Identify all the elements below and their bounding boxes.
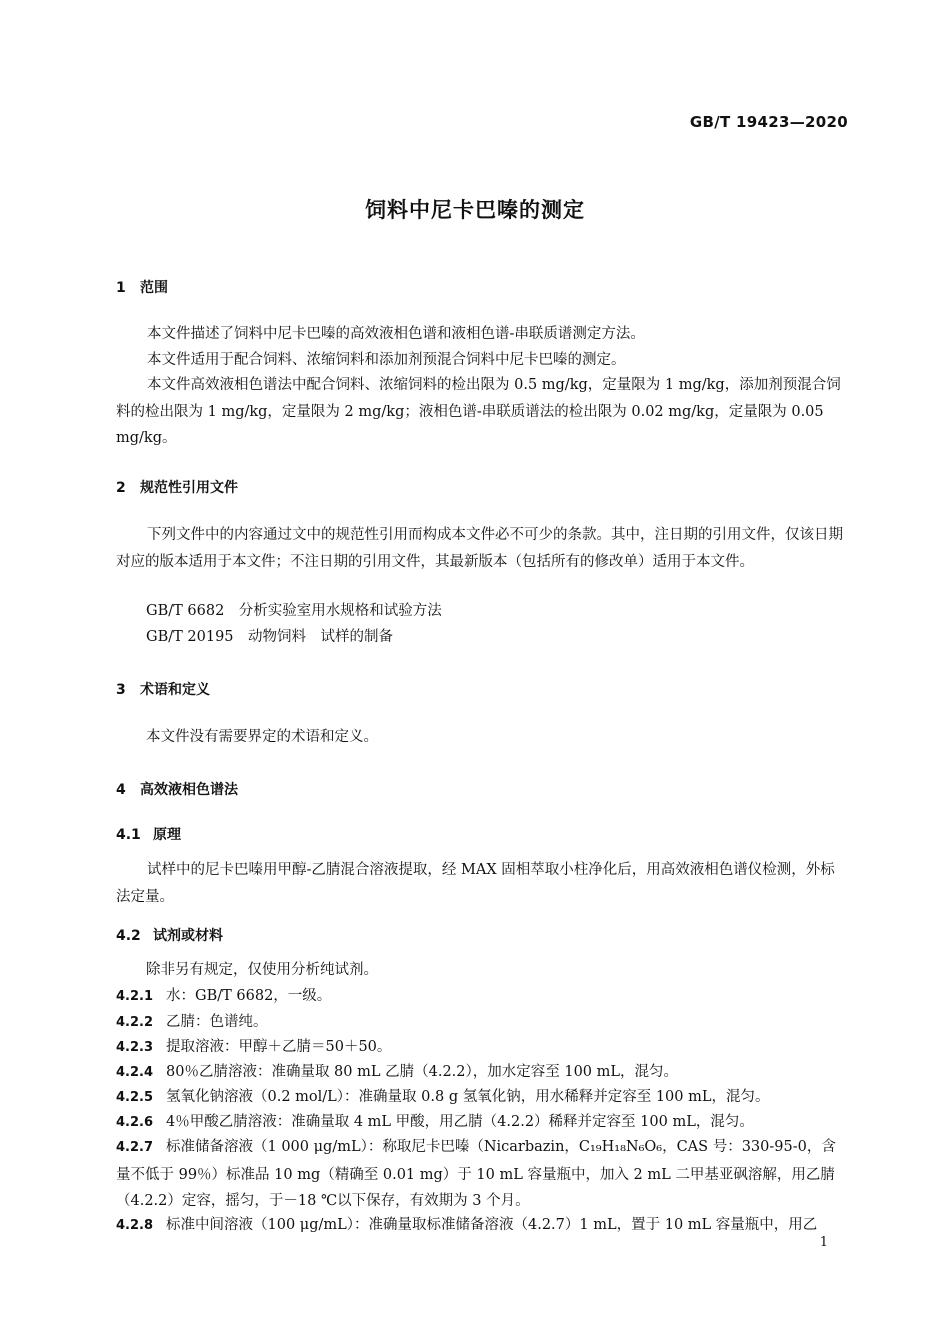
item-number: 4.2.2 bbox=[116, 1015, 154, 1030]
section-number: 4.1 bbox=[116, 827, 141, 843]
paragraph: 本文件描述了饲料中尼卡巴嗪的高效液相色谱和液相色谱-串联质谱测定方法。 bbox=[147, 326, 645, 342]
item-number: 4.2.5 bbox=[116, 1090, 154, 1105]
paragraph: 本文件高效液相色谱法中配合饲料、浓缩饲料的检出限为 0.5 mg/kg，定量限为 1 mg/kg，添加剂预混合饲料的检出限为 1 mg/kg，定量限为 2 mg/kg；液相色谱-串联质谱法的检出限为 0.02 mg/kg，定量限为 0.05 mg/kg。 bbox=[116, 377, 841, 446]
list-item bbox=[116, 1084, 849, 1112]
section-title: 试剂或材料 bbox=[153, 928, 223, 944]
item-text: 标准中间溶液（100 μg/mL）：准确量取标准储备溶液（4.2.7）1 mL，置于 10 mL 容量瓶中，用乙 bbox=[166, 1217, 818, 1233]
section-title: 高效液相色谱法 bbox=[140, 782, 238, 798]
section-number: 4 bbox=[116, 782, 126, 798]
item-text: 4％甲酸乙腈溶液：准确量取 4 mL 甲酸，用乙腈（4.2.2）稀释并定容至 100 mL，混匀。 bbox=[166, 1114, 754, 1130]
page-number: 1 bbox=[819, 1235, 828, 1250]
section-3-heading bbox=[116, 679, 210, 699]
reference-item: GB/T 6682 分析实验室用水规格和试验方法 bbox=[146, 603, 442, 619]
section-number: 1 bbox=[116, 280, 126, 296]
section-number: 2 bbox=[116, 480, 126, 496]
list-item bbox=[116, 1009, 849, 1037]
section-number: 3 bbox=[116, 682, 126, 698]
item-number: 4.2.8 bbox=[116, 1218, 154, 1233]
section-4-2-heading bbox=[116, 925, 223, 945]
paragraph: 下列文件中的内容通过文中的规范性引用而构成本文件必不可少的条款。其中，注日期的引用文件，仅该日期对应的版本适用于本文件；不注日期的引用文件，其最新版本（包括所有的修改单）适用于本文件。 bbox=[116, 527, 843, 570]
list-item bbox=[116, 1134, 849, 1215]
list-item bbox=[116, 1034, 849, 1062]
paragraph: 试样中的尼卡巴嗪用甲醇-乙腈混合溶液提取，经 MAX 固相萃取小柱净化后，用高效液相色谱仪检测，外标法定量。 bbox=[116, 862, 835, 905]
section-2-heading bbox=[116, 477, 238, 497]
item-number: 4.2.4 bbox=[116, 1065, 154, 1080]
paragraph: 本文件没有需要界定的术语和定义。 bbox=[146, 729, 378, 745]
item-number: 4.2.3 bbox=[116, 1040, 154, 1055]
section-title: 规范性引用文件 bbox=[140, 480, 238, 496]
standard-number: GB/T 19423—2020 bbox=[689, 113, 848, 131]
item-number: 4.2.6 bbox=[116, 1115, 154, 1130]
section-4-1-heading bbox=[116, 824, 181, 844]
reference-item: GB/T 20195 动物饲料 试样的制备 bbox=[146, 629, 394, 645]
section-title: 原理 bbox=[153, 827, 181, 843]
section-title: 术语和定义 bbox=[140, 682, 210, 698]
item-text: 水：GB/T 6682，一级。 bbox=[166, 988, 332, 1004]
item-text: 氢氧化钠溶液（0.2 mol/L）：准确量取 0.8 g 氢氧化钠，用水稀释并定容至 100 mL，混匀。 bbox=[166, 1089, 770, 1105]
list-item bbox=[116, 1109, 849, 1137]
item-text: 标准储备溶液（1 000 μg/mL）：称取尼卡巴嗪（Nicarbazin，C₁₉H₁₈N₆O₆，CAS 号：330-95-0，含量不低于 99％）标准品 10 mg（精确至 0.01 mg）于 10 mL 容量瓶中，加入 2 mL 二甲基亚砜溶解，用乙腈（4.2.2）定容，摇匀，于－18 ℃以下保存，有效期为 3 个月。 bbox=[116, 1139, 836, 1209]
list-item bbox=[116, 1212, 849, 1240]
section-4-heading bbox=[116, 779, 238, 799]
list-item bbox=[116, 1059, 849, 1087]
section-number: 4.2 bbox=[116, 928, 141, 944]
item-text: 乙腈：色谱纯。 bbox=[166, 1014, 268, 1030]
item-number: 4.2.7 bbox=[116, 1140, 154, 1155]
list-item bbox=[116, 983, 849, 1011]
document-title: 饲料中尼卡巴嗪的测定 bbox=[365, 198, 585, 222]
section-1-heading bbox=[116, 277, 168, 297]
paragraph: 本文件适用于配合饲料、浓缩饲料和添加剂预混合饲料中尼卡巴嗪的测定。 bbox=[147, 352, 626, 368]
paragraph: 除非另有规定，仅使用分析纯试剂。 bbox=[146, 962, 378, 978]
section-title: 范围 bbox=[140, 280, 168, 296]
item-number: 4.2.1 bbox=[116, 989, 154, 1004]
item-text: 提取溶液：甲醇＋乙腈＝50＋50。 bbox=[166, 1039, 392, 1055]
item-text: 80％乙腈溶液：准确量取 80 mL 乙腈（4.2.2），加水定容至 100 mL，混匀。 bbox=[166, 1064, 679, 1080]
